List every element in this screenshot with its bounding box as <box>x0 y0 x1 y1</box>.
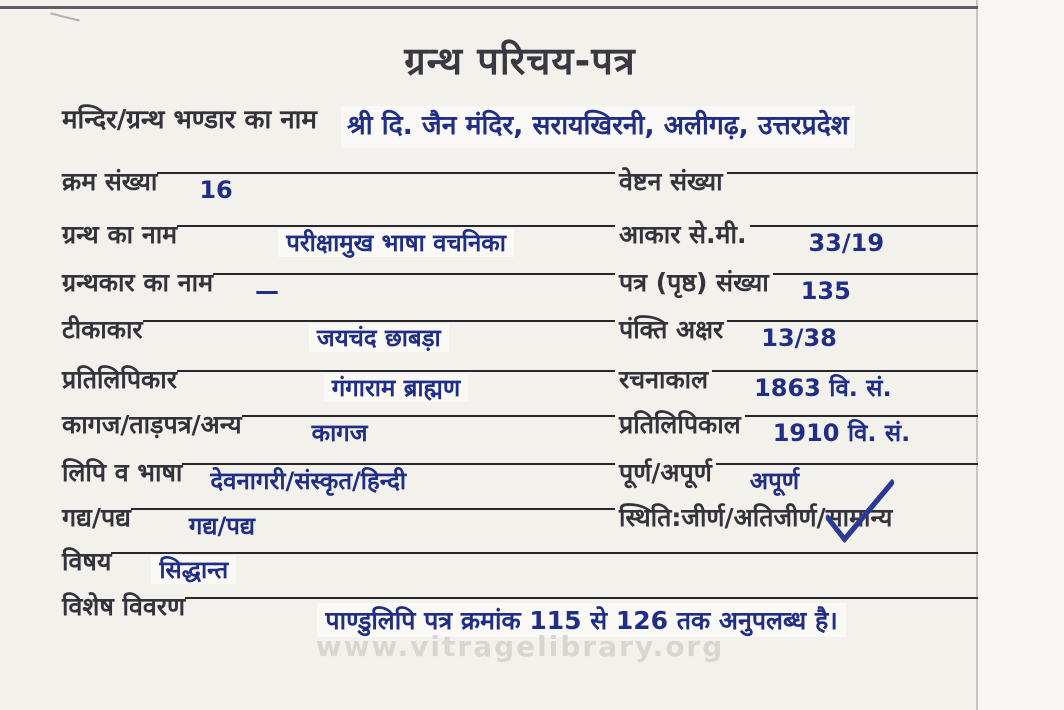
completeness-value: अपूर्ण <box>749 467 800 495</box>
script-language-label: लिपि व भाषा <box>62 458 183 487</box>
material-label: कागज/ताड़पत्र/अन्य <box>62 410 242 439</box>
commentator-value: जयचंद छाबड़ा <box>143 324 615 353</box>
blank-line <box>615 552 978 584</box>
page-count-label: पत्र (पृष्ठ) संख्या <box>619 268 769 297</box>
watermark-text: www.vitragelibrary.org <box>315 630 725 663</box>
lines-letters-value: 13/38 <box>761 324 837 352</box>
completeness-line <box>716 463 978 495</box>
repository-value: श्री दि. जैन मंदिर, सरायखिरनी, अलीगढ़, उत्तरप्रदेश <box>341 106 855 148</box>
prose-verse-label: गद्य/पद्य <box>62 503 131 532</box>
serial-number-label: क्रम संख्या <box>62 167 158 196</box>
book-name-label: ग्रन्थ का नाम <box>62 220 178 249</box>
composition-date-value: 1863 वि. सं. <box>754 374 892 402</box>
row-material-copied <box>62 401 978 447</box>
copyist-label: प्रतिलिपिकार <box>62 365 177 394</box>
repository-label: मन्दिर/ग्रन्थ भण्डार का नाम <box>62 105 317 135</box>
copy-date-value: 1910 वि. सं. <box>772 419 911 447</box>
repository-row <box>62 100 978 148</box>
row-subject <box>62 538 978 584</box>
manuscript-form <box>62 0 978 710</box>
row-commentator-lines <box>62 306 978 352</box>
page-title: ग्रन्थ परिचय-पत्र <box>404 39 636 83</box>
row-author-pages <box>62 259 978 305</box>
script-language-value: देवनागरी/संस्कृत/हिन्दी <box>210 467 407 495</box>
row-copyist-composed <box>62 356 978 402</box>
material-value: कागज <box>311 419 368 447</box>
subject-line <box>111 552 615 584</box>
special-details-note: पाण्डुलिपि पत्र क्रमांक 115 से 126 तक अनुपलब्ध है। <box>317 603 845 637</box>
author-name-label: ग्रन्थकार का नाम <box>62 268 214 297</box>
row-serial-bundle <box>62 158 978 204</box>
subject-value: सिद्धान्त <box>111 556 615 585</box>
composition-date-line <box>712 370 978 402</box>
lines-letters-line <box>727 320 978 352</box>
prose-verse-value: गद्य/पद्य <box>188 512 256 540</box>
copy-date-label: प्रतिलिपिकाल <box>619 410 741 439</box>
copy-date-line <box>745 415 978 447</box>
row-bookname-size <box>62 211 978 257</box>
condition-label: स्थिति:जीर्ण/अतिजीर्ण/सामान्य <box>619 502 892 540</box>
prose-verse-line <box>131 508 615 540</box>
row-prose-condition <box>62 494 978 540</box>
page-count-line <box>773 273 978 305</box>
condition-checked-option: सामान्य <box>826 502 893 533</box>
commentator-label: टीकाकार <box>62 315 143 344</box>
special-details-label: विशेष विवरण <box>62 592 186 621</box>
author-name-line <box>213 273 615 305</box>
size-cm-line <box>750 225 978 257</box>
copyist-value: गंगाराम ब्राह्मण <box>177 374 615 403</box>
lines-letters-label: पंक्ति अक्षर <box>619 315 724 344</box>
subject-label: विषय <box>62 547 112 576</box>
commentator-line <box>143 320 615 352</box>
script-language-line <box>182 463 615 495</box>
serial-number-line <box>157 172 615 204</box>
material-line <box>242 415 615 447</box>
bundle-number-label: वेष्टन संख्या <box>619 167 723 196</box>
composition-date-label: रचनाकाल <box>619 365 709 394</box>
completeness-label: पूर्ण/अपूर्ण <box>619 458 712 487</box>
size-cm-value: 33/19 <box>808 229 885 257</box>
author-name-value: — <box>255 277 279 305</box>
bundle-number-line <box>727 172 978 204</box>
copyist-line <box>177 370 615 402</box>
book-name-line <box>177 225 615 257</box>
scan-margin <box>978 0 1064 710</box>
row-script-completeness <box>62 449 978 495</box>
page-count-value: 135 <box>800 277 851 305</box>
serial-number-value: 16 <box>199 176 233 204</box>
size-cm-label: आकार से.मी. <box>619 220 747 249</box>
book-name-value: परीक्षामुख भाषा वचनिका <box>177 229 615 258</box>
